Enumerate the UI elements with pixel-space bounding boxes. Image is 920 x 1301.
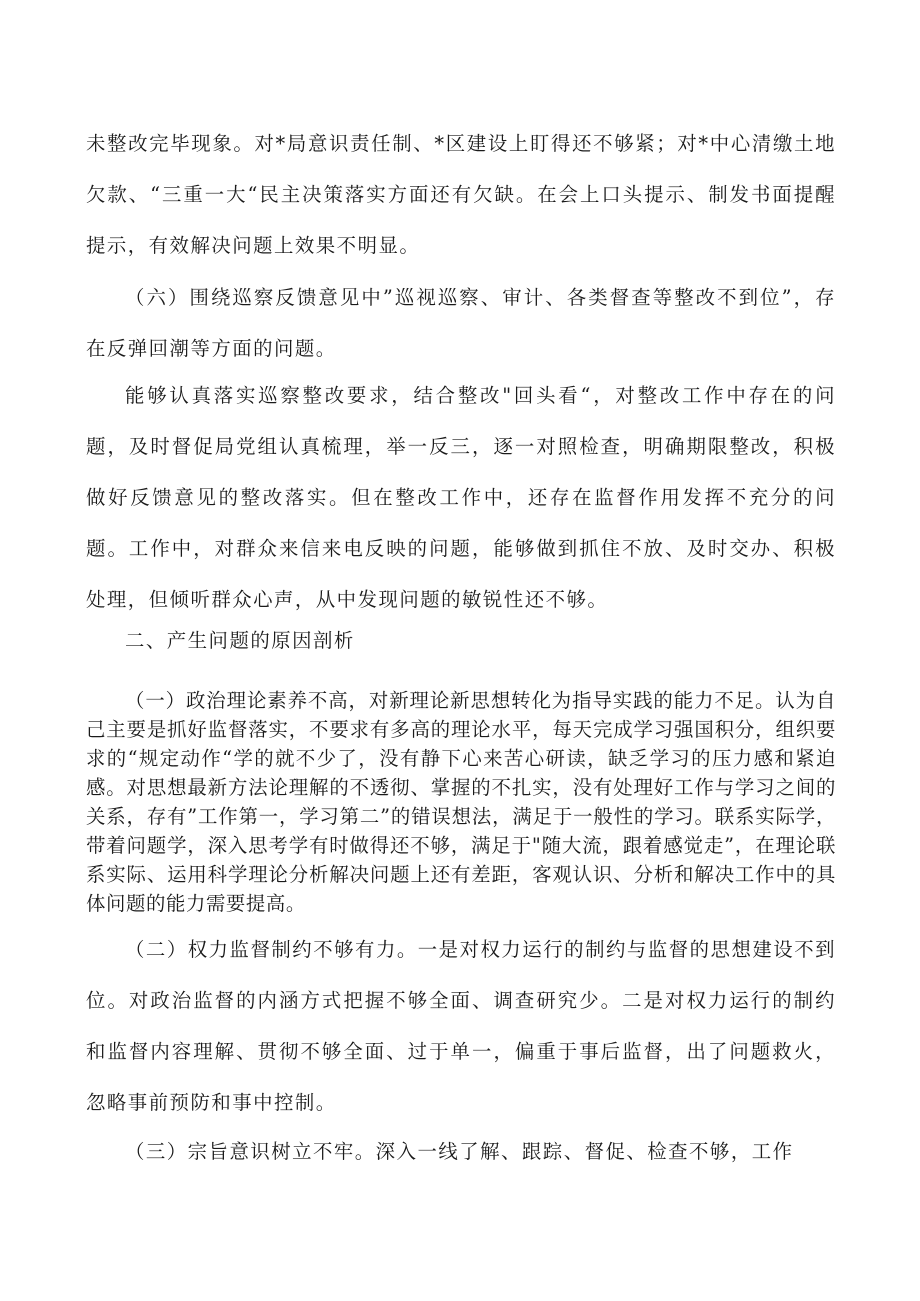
paragraph-cause-one-theory: （一）政治理论素养不高，对新理论新思想转化为指导实践的能力不足。认为自己主要是抓好监督落实，不要求有多高的理论水平，每天完成学习强国积分，组织要求的“规定动作“学的就不少了，没有静下心来苦心研读，缺乏学习的压力感和紧迫感。对思想最新方法论理解的不透彻、掌握的不扎实，没有处理好工作与学习之间的关系，存有”工作第一，学习第二”的错误想法，满足于一般性的学习。联系实际学，带着问题学，深入思考学有时做得还不够，满足于"随大流，跟着感觉走”，在理论联系实际、运用科学理论分析解决问题上还有差距，客观认识、分析和解决工作中的具体问题的能力需要提高。 (86, 689, 836, 915)
paragraph-inspection-rectification: 能够认真落实巡察整改要求，结合整改"回头看“，对整改工作中存在的问题，及时督促局党组认真梳理，举一反三，逐一对照检查，明确期限整改，积极做好反馈意见的整改落实。但在整改工作中，还存在监督作用发挥不充分的问题。工作中，对群众来信来电反映的问题，能够做到抓住不放、及时交办、积极处理，但倾听群众心声，从中发现问题的敏锐性还不够。 (86, 384, 836, 611)
paragraph-rectification-incomplete: 未整改完毕现象。对*局意识责任制、*区建设上盯得还不够紧；对*中心清缴土地欠款、“三重一大“民主决策落实方面还有欠缺。在会上口头提示、制发书面提醒提示，有效解决问题上效果不明显。 (86, 132, 836, 257)
section-heading-cause-analysis: 二、产生问题的原因剖析 (125, 629, 355, 652)
paragraph-cause-two-supervision: （二）权力监督制约不够有力。一是对权力运行的制约与监督的思想建设不到位。对政治监督的内涵方式把握不够全面、调查研究少。二是对权力运行的制约和监督内容理解、贯彻不够全面、过于单一，偏重于事后监督，出了问题救火，忽略事前预防和事中控制。 (86, 938, 836, 1114)
paragraph-cause-three-purpose: （三）宗旨意识树立不牢。深入一线了解、跟踪、督促、检查不够，工作 (125, 1140, 794, 1163)
paragraph-item-six-heading: （六）围绕巡察反馈意见中”巡视巡察、审计、各类督查等整改不到位”，存在反弹回潮等方面的问题。 (86, 286, 836, 360)
